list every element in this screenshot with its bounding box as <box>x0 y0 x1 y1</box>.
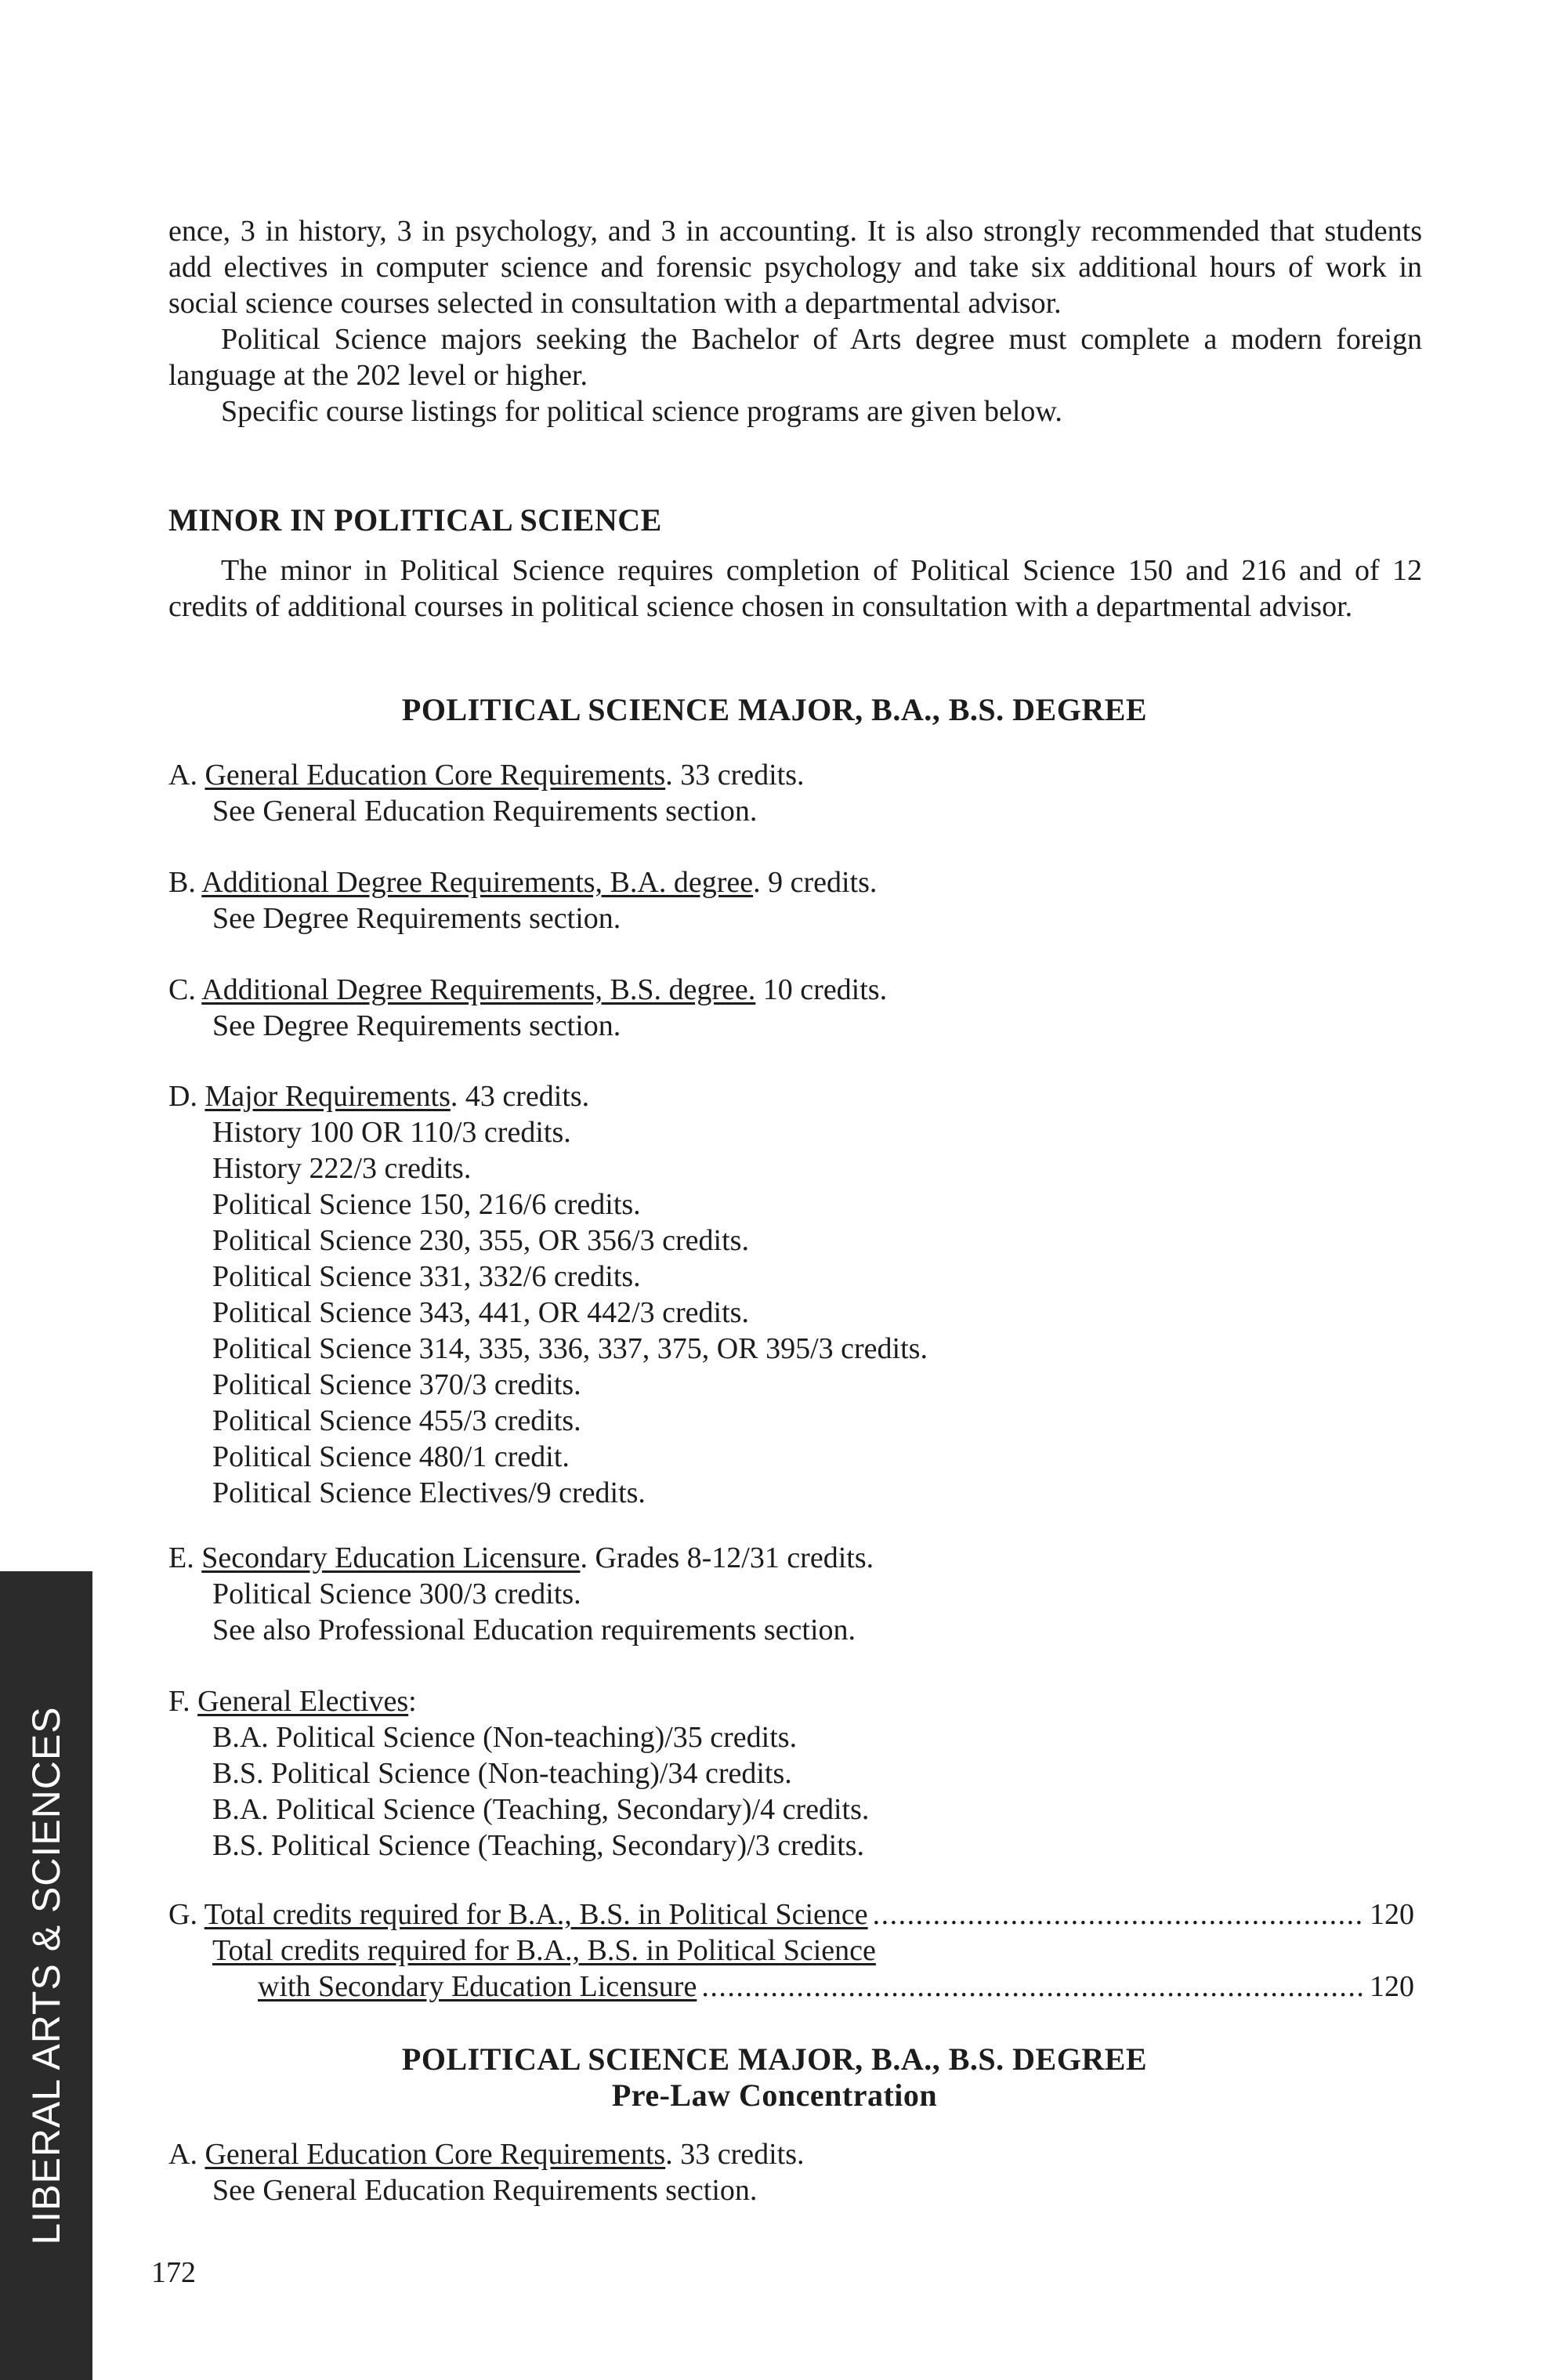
requirement-line: Political Science 230, 355, OR 356/3 credits. <box>212 1224 749 1257</box>
section-credits: . 33 credits. <box>665 759 805 792</box>
section-d <box>168 1078 1422 1511</box>
requirement-line: Political Science 455/3 credits. <box>212 1404 581 1437</box>
requirement-line: Political Science 343, 441, OR 442/3 credits. <box>212 1296 749 1329</box>
section-letter: A. <box>168 2138 197 2171</box>
section-credits: . 33 credits. <box>665 2138 805 2171</box>
section-title: General Electives <box>197 1685 409 1718</box>
section-credits: . Grades 8-12/31 credits. <box>580 1541 874 1574</box>
section-credits: . 9 credits. <box>753 866 878 899</box>
section-letter: C. <box>168 973 196 1006</box>
section-g <box>168 1896 1422 2005</box>
intro-paragraph-1: ence, 3 in history, 3 in psychology, and 3 in accounting. It is also strongly recommended that students add electives in computer science and forensic psychology and take six additional hours of work in social science courses selected in consultation with a departmental advisor. <box>168 215 1422 320</box>
section-letter: G. <box>168 1898 197 1931</box>
dot-leader <box>873 1896 1365 1933</box>
intro-paragraph-3: Specific course listings for political science programs are given below. <box>221 395 1062 428</box>
minor-paragraph: The minor in Political Science requires completion of Political Science 150 and 216 and of 12 credits of additional courses in political science chosen in consultation with a departmental advisor. <box>168 554 1422 623</box>
section-title: General Education Core Requirements <box>204 2138 666 2171</box>
requirement-line: Political Science 480/1 credit. <box>212 1440 570 1473</box>
section-title: Additional Degree Requirements, B.S. degree. <box>201 973 756 1006</box>
section-note: See Degree Requirements section. <box>212 902 621 935</box>
intro-text <box>168 213 1422 429</box>
section-credits: 10 credits. <box>755 973 888 1006</box>
total-credits-value: 120 <box>1370 1898 1414 1931</box>
section-b <box>168 864 1422 936</box>
side-tab-label: LIBERAL ARTS & SCIENCES <box>24 1706 68 2245</box>
total-credits-licensure-label-2: with Secondary Education Licensure <box>258 1970 697 2003</box>
total-credits-row <box>168 1896 1414 1933</box>
section-f <box>168 1683 1422 1864</box>
elective-line: B.S. Political Science (Non-teaching)/34 credits. <box>212 1757 792 1790</box>
requirement-line: Political Science 314, 335, 336, 337, 375, OR 395/3 credits. <box>212 1332 928 1365</box>
requirement-line: Political Science 150, 216/6 credits. <box>212 1188 641 1221</box>
section-letter: B. <box>168 866 196 899</box>
elective-line: B.A. Political Science (Non-teaching)/35 credits. <box>212 1721 798 1754</box>
section-letter: F. <box>168 1685 190 1718</box>
total-credits-licensure-row <box>168 1969 1414 2005</box>
section-title: Major Requirements <box>204 1080 451 1113</box>
requirement-line: Political Science 300/3 credits. <box>212 1578 581 1610</box>
requirement-line: History 100 OR 110/3 credits. <box>212 1116 571 1149</box>
section-credits: . 43 credits. <box>450 1080 590 1113</box>
section-note: See General Education Requirements section. <box>212 795 758 828</box>
section-letter: E. <box>168 1541 194 1574</box>
requirement-line: See also Professional Education requirements section. <box>212 1614 856 1646</box>
section-letter: D. <box>168 1080 197 1113</box>
page-number: 172 <box>151 2256 196 2289</box>
section-e <box>168 1540 1422 1648</box>
intro-paragraph-2: Political Science majors seeking the Bachelor of Arts degree must complete a modern foreign language at the 202 level or higher. <box>168 323 1422 392</box>
section-note: See General Education Requirements section. <box>212 2174 758 2207</box>
dot-leader <box>701 1969 1365 2005</box>
section-title: Additional Degree Requirements, B.A. degree <box>201 866 754 899</box>
section-c <box>168 972 1422 1044</box>
section-side-tab <box>0 1571 92 2380</box>
prelaw-subheading: Pre-Law Concentration <box>611 2078 938 2113</box>
requirement-line: Political Science 331, 332/6 credits. <box>212 1260 641 1293</box>
requirement-line: Political Science Electives/9 credits. <box>212 1476 646 1509</box>
section-a <box>168 757 1422 829</box>
total-credits-licensure-label-1 <box>168 1933 1422 1969</box>
section-title: Secondary Education Licensure <box>201 1541 581 1574</box>
total-credits-licensure-text: Total credits required for B.A., B.S. in Political Science <box>212 1934 876 1967</box>
requirement-line: History 222/3 credits. <box>212 1152 472 1185</box>
total-credits-label: Total credits required for B.A., B.S. in Political Science <box>204 1898 868 1931</box>
prelaw-major-heading: POLITICAL SCIENCE MAJOR, B.A., B.S. DEGREE <box>401 2041 1148 2077</box>
elective-line: B.S. Political Science (Teaching, Secondary)/3 credits. <box>212 1829 865 1862</box>
requirement-line: Political Science 370/3 credits. <box>212 1368 581 1401</box>
section-note: See Degree Requirements section. <box>212 1009 621 1042</box>
section-title: General Education Core Requirements <box>204 759 666 792</box>
section-letter: A. <box>168 759 197 792</box>
minor-heading: MINOR IN POLITICAL SCIENCE <box>168 502 662 538</box>
major-heading: POLITICAL SCIENCE MAJOR, B.A., B.S. DEGREE <box>401 692 1148 727</box>
elective-line: B.A. Political Science (Teaching, Secondary)/4 credits. <box>212 1793 870 1826</box>
section-credits: : <box>408 1685 417 1718</box>
minor-text <box>168 552 1422 625</box>
prelaw-section-a <box>168 2136 1422 2208</box>
total-credits-licensure-value: 120 <box>1370 1970 1414 2003</box>
